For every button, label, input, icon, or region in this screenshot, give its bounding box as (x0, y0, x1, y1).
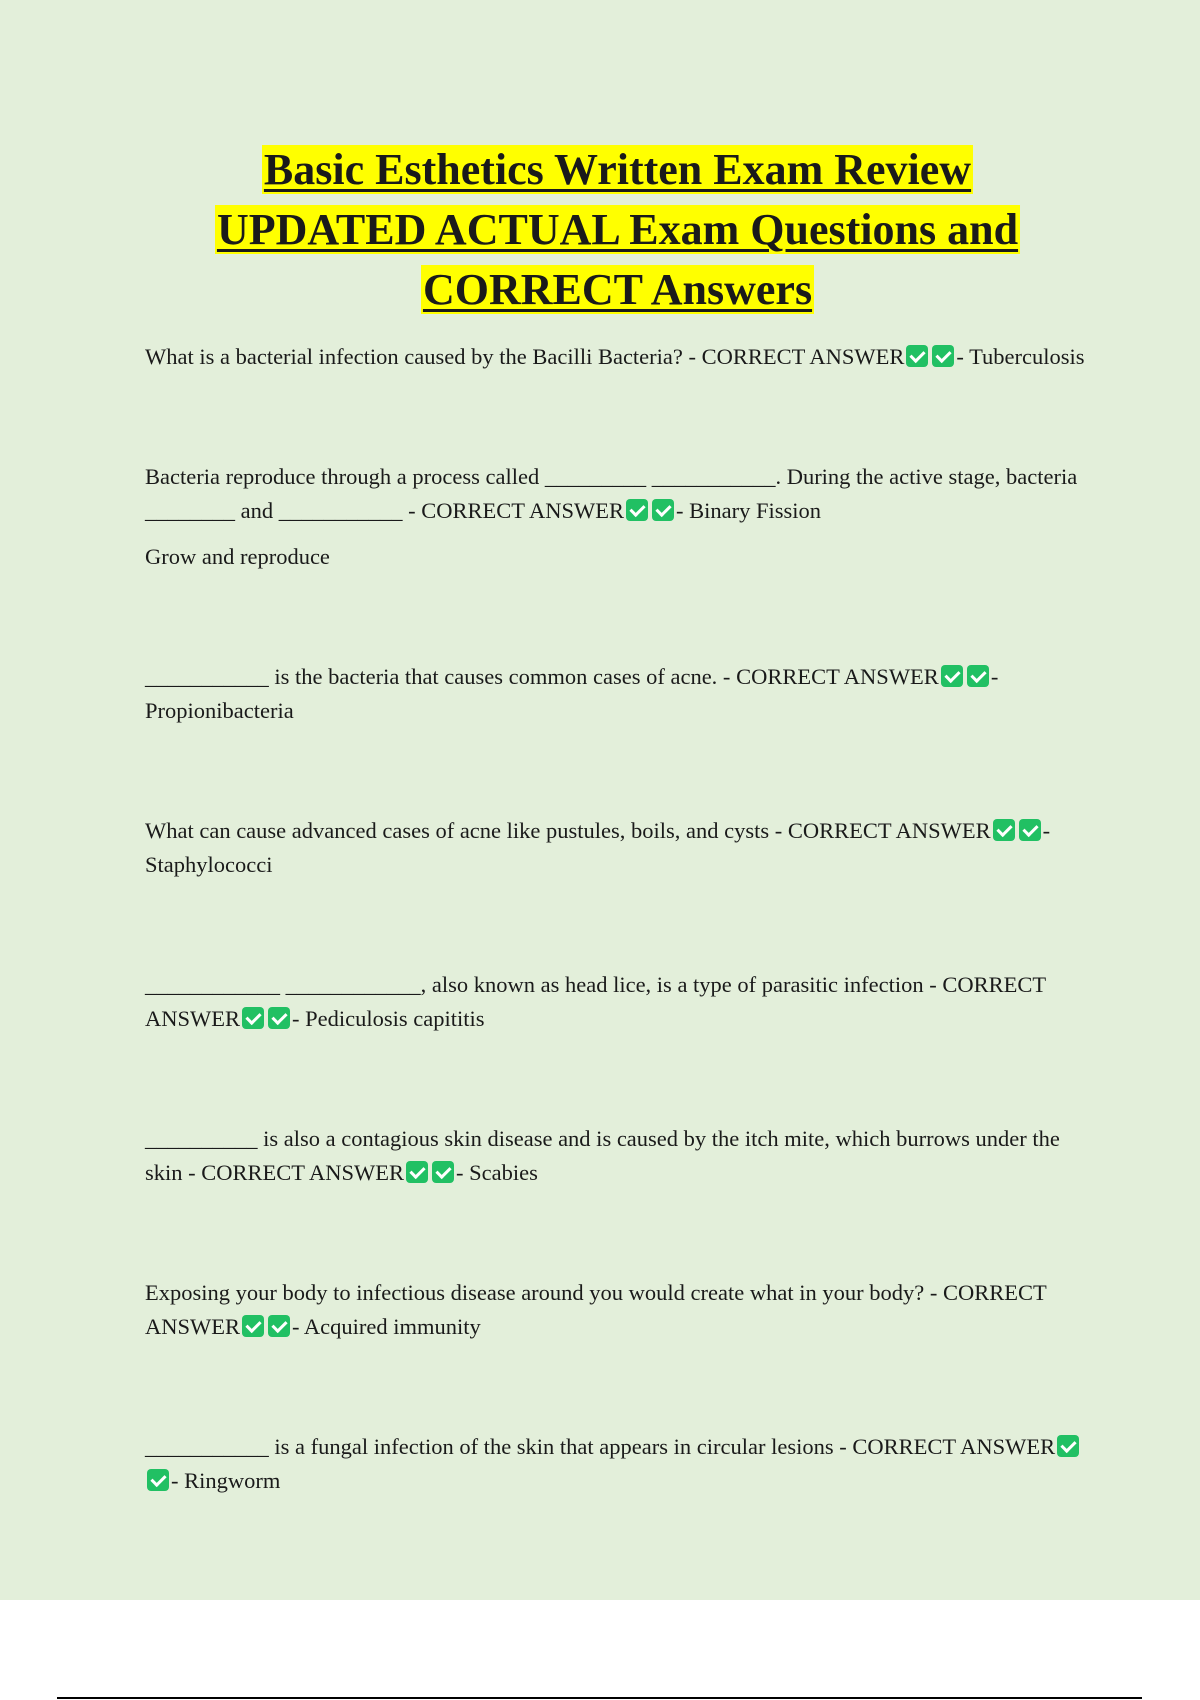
qa-text (145, 340, 1085, 374)
question-answer-list (145, 340, 1085, 1498)
check-mark-icon (406, 1161, 428, 1183)
qa-text (145, 968, 1085, 1036)
check-mark-icon (242, 1007, 264, 1029)
answer-marker: CORRECT ANSWER (145, 1280, 1047, 1339)
qa-item (145, 1276, 1085, 1344)
answer-marker: CORRECT ANSWER (145, 972, 1046, 1031)
question-text: ___________ is the bacteria that causes common cases of acne. - (145, 664, 737, 689)
check-mark-icon (242, 1315, 264, 1337)
check-mark-icon (268, 1007, 290, 1029)
question-text: ___________ is a fungal infection of the skin that appears in circular lesions - (145, 1434, 853, 1459)
answer-marker: CORRECT ANSWER (421, 498, 624, 523)
answer-text: - Acquired immunity (292, 1314, 481, 1339)
answer-marker: CORRECT ANSWER (701, 344, 905, 369)
qa-item (145, 1430, 1085, 1498)
title-line: CORRECT Answers (422, 265, 813, 314)
qa-item (145, 340, 1085, 374)
answer-marker: CORRECT ANSWER (787, 818, 991, 843)
answer-text: - Binary Fission (675, 498, 821, 523)
answer-text: - Staphylococci (145, 818, 1051, 877)
title-line: Basic Esthetics Written Exam Review (263, 145, 972, 194)
answer-text: - Ringworm (171, 1468, 281, 1493)
check-mark-icon (932, 345, 954, 367)
answer-text: - Scabies (456, 1160, 538, 1185)
qa-text (145, 660, 1085, 728)
qa-text (145, 814, 1085, 882)
question-text: What is a bacterial infection caused by the Bacilli Bacteria? - (145, 344, 702, 369)
qa-text (145, 1430, 1085, 1498)
answer-marker: CORRECT ANSWER (201, 1160, 404, 1185)
check-mark-icon (147, 1469, 169, 1491)
question-text: Exposing your body to infectious disease around you would create what in your body? - (145, 1280, 943, 1305)
footer-rule (57, 1697, 1142, 1699)
answer-text: - Tuberculosis (956, 344, 1085, 369)
check-mark-icon (941, 665, 963, 687)
qa-item (145, 1122, 1085, 1190)
qa-item (145, 460, 1085, 574)
question-text: __________ is also a contagious skin disease and is caused by the itch mite, which burrows under the skin - (145, 1126, 1060, 1185)
question-text: What can cause advanced cases of acne like pustules, boils, and cysts - (145, 818, 788, 843)
answer-text: - Propionibacteria (145, 664, 999, 723)
qa-text (145, 1122, 1085, 1190)
check-mark-icon (268, 1315, 290, 1337)
answer-continuation: Grow and reproduce (145, 544, 330, 569)
check-mark-icon (626, 499, 648, 521)
qa-item (145, 814, 1085, 882)
question-text: ____________ ____________, also known as head lice, is a type of parasitic infection - (145, 972, 943, 997)
qa-text (145, 460, 1085, 528)
title-line: UPDATED ACTUAL Exam Questions and (216, 205, 1019, 254)
check-mark-icon (1019, 819, 1041, 841)
qa-item (145, 660, 1085, 728)
answer-marker: CORRECT ANSWER (736, 664, 939, 689)
check-mark-icon (432, 1161, 454, 1183)
check-mark-icon (1057, 1435, 1079, 1457)
document-title (80, 140, 1155, 320)
check-mark-icon (906, 345, 928, 367)
question-text: Bacteria reproduce through a process called _________ ___________. During the active stage, bacteria ________ and ___________ - (145, 464, 1078, 523)
check-mark-icon (993, 819, 1015, 841)
answer-text: - Pediculosis capititis (292, 1006, 485, 1031)
check-mark-icon (967, 665, 989, 687)
answer-marker: CORRECT ANSWER (852, 1434, 1056, 1459)
qa-item (145, 968, 1085, 1036)
check-mark-icon (652, 499, 674, 521)
qa-text (145, 1276, 1085, 1344)
